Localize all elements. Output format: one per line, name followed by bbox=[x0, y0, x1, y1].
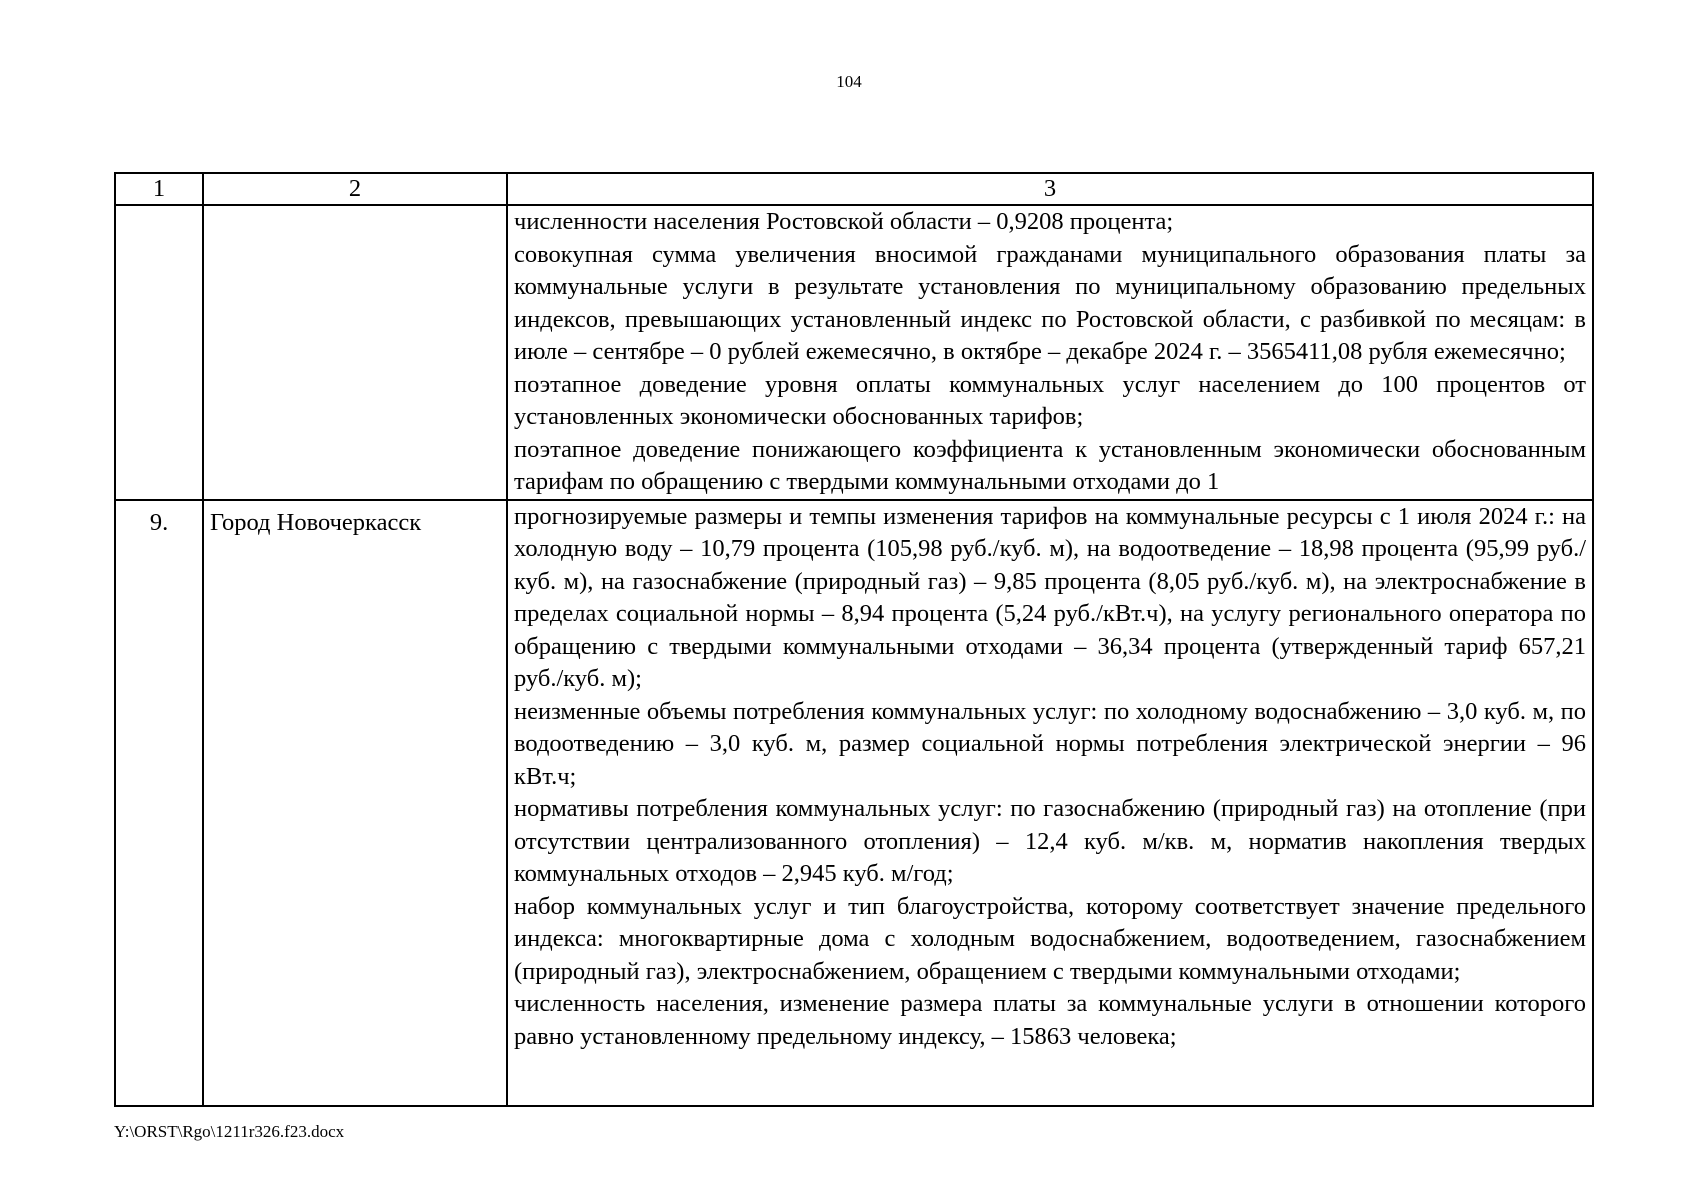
municipality-name-cell: Город Новочеркасск bbox=[203, 500, 507, 1106]
content-paragraph: неизменные объемы потребления коммунальных услуг: по холодному водоснабжению – 3,0 куб. м, по водоотведению – 3,0 куб. м, размер социальной нормы потребления электрической энергии – 96 кВт.ч; bbox=[514, 697, 1586, 790]
document-table bbox=[114, 172, 1594, 1107]
content-paragraph: численности населения Ростовской области – 0,9208 процента; bbox=[514, 208, 1174, 235]
municipality-name-cell bbox=[203, 205, 507, 500]
content-cell bbox=[507, 205, 1593, 500]
page-number: 104 bbox=[836, 72, 862, 91]
content-paragraph: набор коммунальных услуг и тип благоустройства, которому соответствует значение предельного индекса: многоквартирные дома с холодным водоснабжением, водоотведением, газоснабжением (природный газ), электроснабжением, обращением с твердыми коммунальными отходами; bbox=[514, 892, 1586, 985]
table-row bbox=[115, 205, 1593, 500]
row-number-cell: 9. bbox=[115, 500, 203, 1106]
content-paragraph: нормативы потребления коммунальных услуг: по газоснабжению (природный газ) на отопление (при отсутствии централизованного отопления) – 12,4 куб. м/кв. м, норматив накопления твердых коммунальных отходов – 2,945 куб. м/год; bbox=[514, 795, 1586, 887]
row-number-cell bbox=[115, 205, 203, 500]
header-cell-3: 3 bbox=[507, 173, 1593, 205]
file-path-footer: Y:\ORST\Rgo\1211r326.f23.docx bbox=[114, 1122, 345, 1141]
content-paragraph: совокупная сумма увеличения вносимой гражданами муниципального образования платы за коммунальные услуги в результате установления по муниципальному образованию предельных индексов, превышающих установленный индекс по Ростовской области, с разбивкой по месяцам: в июле – сентябре – 0 рублей ежемесячно, в октябре – декабре 2024 г. – 3565411,08 рубля ежемесячно; bbox=[514, 240, 1586, 365]
table-row bbox=[115, 500, 1593, 1106]
content-cell bbox=[507, 500, 1593, 1106]
header-cell-2: 2 bbox=[203, 173, 507, 205]
content-paragraph: поэтапное доведение уровня оплаты коммунальных услуг населением до 100 процентов от установленных экономически обоснованных тарифов; bbox=[514, 370, 1586, 430]
content-paragraph: поэтапное доведение понижающего коэффициента к установленным экономически обоснованным тарифам по обращению с твердыми коммунальными отходами до 1 bbox=[514, 435, 1586, 495]
header-cell-1: 1 bbox=[115, 173, 203, 205]
content-paragraph: численность населения, изменение размера платы за коммунальные услуги в отношении которого равно установленному предельному индексу, – 15863 человека; bbox=[514, 990, 1586, 1050]
table-header-row bbox=[115, 173, 1593, 205]
content-paragraph: прогнозируемые размеры и темпы изменения тарифов на коммунальные ресурсы с 1 июля 2024 г.: на холодную воду – 10,79 процента (105,98 руб./куб. м), на водоотведение – 18,98 процента (95,99 руб./куб. м), на газоснабжение (природный газ) – 9,85 процента (8,05 руб./куб. м), на электроснабжение в пределах социальной нормы – 8,94 процента (5,24 руб./кВт.ч), на услугу регионального оператора по обращению с твердыми коммунальными отходами – 36,34 процента (утвержденный тариф 657,21 руб./куб. м); bbox=[514, 502, 1586, 692]
